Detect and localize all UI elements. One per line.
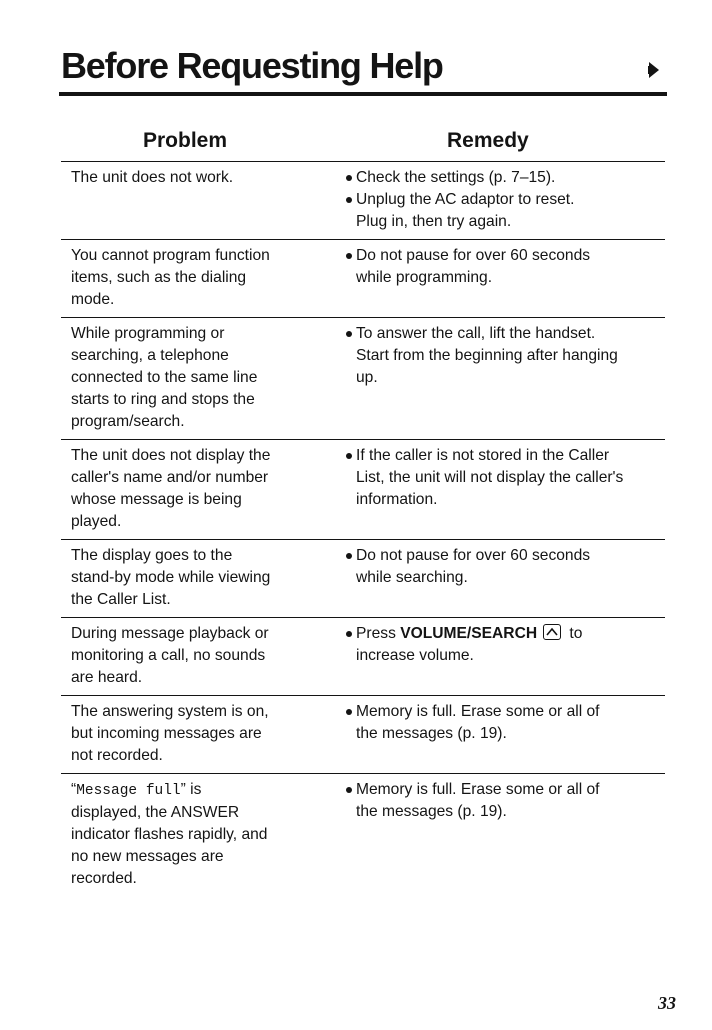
problem-cell: You cannot program function items, such as the dialing mode. — [71, 247, 270, 308]
table-row — [61, 696, 665, 774]
table-row — [61, 440, 665, 540]
remedy-text: To answer the call, lift the handset. Start from the beginning after hanging up. — [356, 325, 618, 386]
problem-column-header: Problem — [143, 129, 228, 152]
title-row — [61, 44, 668, 96]
remedy-item — [343, 623, 663, 667]
troubleshooting-table — [61, 162, 665, 896]
problem-cell: The unit does not display the caller's name and/or number whose message is being played. — [71, 447, 271, 530]
remedy-prefix: Press — [356, 625, 401, 642]
table-row — [61, 618, 665, 696]
problem-cell: The unit does not work. — [71, 169, 234, 186]
table-row — [61, 162, 665, 240]
up-arrow-key-icon — [543, 624, 561, 640]
remedy-text: Check the settings (p. 7–15). — [356, 169, 556, 186]
remedy-cell — [341, 545, 663, 611]
remedy-item — [343, 323, 663, 389]
remedy-text: Do not pause for over 60 seconds while searching. — [356, 547, 591, 586]
bullet-icon — [346, 709, 352, 715]
remedy-cell — [341, 623, 663, 689]
bullet-icon — [346, 631, 352, 637]
problem-cell: During message playback or monitoring a call, no sounds are heard. — [71, 625, 269, 686]
remedy-cell — [341, 167, 663, 233]
remedy-cell — [341, 323, 663, 433]
page-title: Before Requesting Help — [61, 45, 443, 86]
remedy-suffix: to — [565, 625, 583, 642]
bullet-icon — [346, 787, 352, 793]
remedy-column-header: Remedy — [447, 129, 529, 152]
bullet-icon — [346, 175, 352, 181]
remedy-item — [343, 445, 663, 511]
remedy-text: If the caller is not stored in the Caller List, the unit will not display the caller's information. — [356, 447, 624, 508]
title-rule — [59, 92, 667, 96]
display-message-text: Message full — [76, 783, 181, 799]
problem-cell: The answering system is on, but incoming messages are not recorded. — [71, 703, 269, 764]
bullet-icon — [346, 553, 352, 559]
remedy-cell — [341, 701, 663, 767]
remedy-item — [343, 701, 663, 745]
volume-search-key-label: VOLUME/SEARCH — [400, 625, 538, 642]
remedy-cell — [341, 779, 663, 890]
problem-cell: The display goes to the stand-by mode while viewing the Caller List. — [71, 547, 271, 608]
quote-open: “ — [71, 781, 77, 798]
page-number: 33 — [658, 993, 676, 1013]
table-row — [61, 240, 665, 318]
table-row — [61, 774, 665, 896]
remedy-item — [343, 167, 663, 189]
remedy-item — [343, 189, 663, 233]
continue-arrow-icon — [648, 60, 660, 80]
table-row — [61, 318, 665, 440]
remedy-text: Do not pause for over 60 seconds while programming. — [356, 247, 591, 286]
bullet-icon — [346, 331, 352, 337]
remedy-cell — [341, 245, 663, 311]
remedy-text: Memory is full. Erase some or all of the messages (p. 19). — [356, 703, 600, 742]
remedy-item — [343, 545, 663, 589]
remedy-item — [343, 245, 663, 289]
quote-close: ” is — [180, 781, 202, 798]
bullet-icon — [346, 453, 352, 459]
remedy-cell — [341, 445, 663, 533]
problem-cell — [61, 779, 341, 890]
table-row — [61, 540, 665, 618]
remedy-item — [343, 779, 663, 823]
remedy-text: Memory is full. Erase some or all of the messages (p. 19). — [356, 781, 600, 820]
problem-rest: displayed, the ANSWER indicator flashes rapidly, and no new messages are recorded. — [71, 804, 268, 887]
problem-cell: While programming or searching, a telephone connected to the same line starts to ring and stops the program/search. — [71, 325, 258, 430]
bullet-icon — [346, 253, 352, 259]
bullet-icon — [346, 197, 352, 203]
remedy-line2: increase volume. — [356, 647, 474, 664]
remedy-text: Unplug the AC adaptor to reset. Plug in, then try again. — [356, 191, 575, 230]
